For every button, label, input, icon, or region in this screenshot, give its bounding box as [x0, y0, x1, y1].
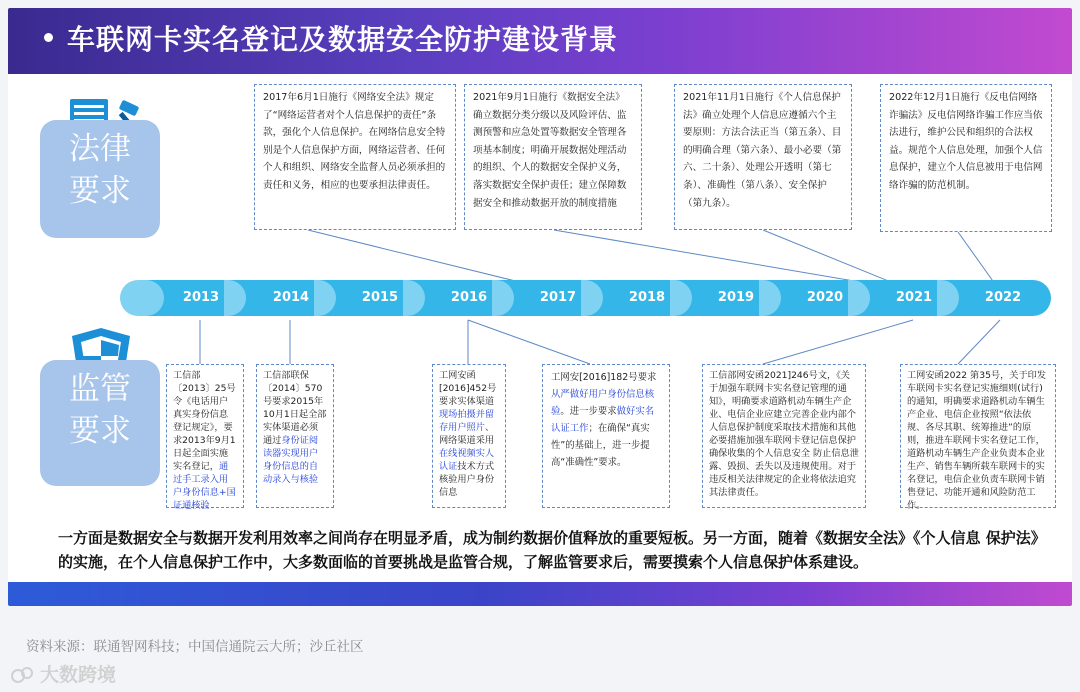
timeline-year-2022: 2022 [984, 290, 1022, 305]
law-label-line1: 法律 [69, 131, 131, 167]
timeline-year-2013: 2013 [156, 280, 246, 316]
page-title-text: 车联网卡实名登记及数据安全防护建设背景 [67, 23, 619, 56]
sup-highlight: 从严做好用户身份信息核验 [551, 389, 655, 417]
timeline [126, 274, 1056, 322]
sup-text: 工网安[2016]182号要求 [551, 372, 657, 383]
supervision-box-2013 [166, 364, 244, 511]
timeline-year-2020: 2020 [780, 280, 870, 316]
law-box-text: 2017年6月1日施行《网络安全法》规定了“网络运营者对个人信息保护的责任”条款，强化个人信息保护。在网络信息安全特别是个人信息保护方面，网络运营者、任何个人和组织、网络安全监督人员必须承担的责任和义务，相应的也要承担法律责任。 [263, 92, 446, 191]
timeline-year-2021: 2021 [869, 280, 959, 316]
sup-highlight: 在线视频实人认证 [439, 448, 495, 472]
supervision-label-line1: 监管 [69, 371, 131, 407]
sup-highlight: 做好实名认证工作 [551, 406, 655, 434]
law-box-text: 2022年12月1日施行《反电信网络诈骗法》反电信网络诈骗工作应当依法进行，维护公民和组织的合法权益。规范个人信息处理，加强个人信息保护，建立个人信息被用于电信网络诈骗的防范机制。 [889, 92, 1043, 191]
law-box-data-security [464, 84, 642, 230]
law-box-pipl [674, 84, 852, 230]
law-box-text: 2021年11月1日施行《个人信息保护法》确立处理个人信息应遵循六个主要原则：方法合法正当（第五条）、目的明确合理（第六条）、最小必要（第六、二十条）、处理公开透明（第七条）、准确性（第八条）、安全保护（第九条）。 [683, 92, 842, 209]
sup-text: 技术方式核验用户身份信息 [439, 461, 495, 498]
sup-highlight: 现场拍摄并留存用户照片 [439, 409, 495, 433]
supervision-box-2016-452 [432, 364, 506, 508]
sup-text: 。进一步要求 [560, 406, 617, 417]
supervision-requirements-label [40, 360, 160, 486]
watermark-text: 大数跨境 [40, 664, 117, 686]
supervision-box-2016-182 [542, 364, 670, 508]
bottom-gradient-bar [8, 582, 1072, 606]
sup-highlight: 通过手工录入用户身份信息+国证通核验 [173, 461, 236, 511]
law-box-text: 2021年9月1日施行《数据安全法》确立数据分类分级以及风险评估、监测预警和应急处置等数据安全管理各项基本制度；明确开展数据处理活动的组织、个人的数据安全保护义务，落实数据安全保护责任；建立保障数据安全和推动数据开放的制度措施 [473, 92, 627, 209]
watermark [10, 660, 116, 687]
sup-text: ；在确保“真实性”的基础上，进一步提高“准确性”要求。 [551, 423, 650, 468]
sup-text: 工信部联保〔2014〕570号要求2015年10月1日起全部实体渠道必须通过 [263, 370, 327, 446]
connector-2022b [958, 320, 1000, 364]
law-requirements-label [40, 120, 160, 238]
supervision-box-2021 [702, 364, 866, 508]
supervision-label-line2: 要求 [69, 413, 131, 449]
sup-highlight: 身份证阅读器实现用户身份信息的自动录入与核验 [263, 435, 319, 485]
source-caption: 资料来源：联通智网科技；中国信通院云大所；沙丘社区 [26, 639, 364, 655]
timeline-year-2016: 2016 [424, 280, 514, 316]
timeline-year-2018: 2018 [602, 280, 692, 316]
slide [8, 8, 1072, 606]
sup-text: 工网安函[2016]452号要求实体渠道 [439, 370, 497, 407]
sup-text: 工网安函2022 第35号，关于印发车联网卡实名登记实施细则(试行)的通知，明确要求道路机动车辆生产企业、电信企业按照“依法依规、各尽其职、统筹推进”的原则，推进车联网卡实名登记工作，道路机动车辆生产企业负责本企业生产、销售车辆所载车联网卡的实名登记，电信企业负责车联网卡销售登记、功能开通和风险防范工作。 [907, 370, 1047, 511]
timeline-year-2014: 2014 [246, 280, 336, 316]
connector-2021c [763, 320, 913, 364]
connector-2016b [468, 320, 590, 364]
timeline-year-2015: 2015 [335, 280, 425, 316]
timeline-year-2019: 2019 [691, 280, 781, 316]
law-box-anti-fraud [880, 84, 1052, 232]
supervision-box-2014 [256, 364, 334, 508]
summary-text: 一方面是数据安全与数据开发利用效率之间尚存在明显矛盾，成为制约数据价值释放的重要短板。另一方面，随着《数据安全法》《个人信息 保护法》的实施，在个人信息保护工作中，大多数面临的首要挑战是监管合规，了解监管要求后，需要摸索个人信息保护体系建设。 [58, 529, 1046, 571]
law-box-cybersecurity [254, 84, 456, 230]
sup-text: 工信部网安函2021]246号文，《关于加强车联网卡实名登记管理的通知》，明确要求道路机动车辆生产企业、电信企业应建立完善企业内部个人信息保护制度采取技术措施和其他必要措施加强车联网卡登记信息保护确保收集的个人信息安全 防止信息泄露、毁损、丢失以及违规使用。对于违反相关法律规定的企业将依法追究其法律责任。 [709, 370, 859, 498]
sup-text: 、网络渠道采用 [439, 422, 495, 446]
watermark-logo-icon [10, 665, 34, 687]
supervision-box-2022 [900, 364, 1056, 511]
sup-text: 工信部〔2013〕25号令《电话用户真实身份信息登记规定》，要求2013年9月1日起全面实施实名登记， [173, 370, 236, 472]
law-label-line2: 要求 [69, 173, 131, 209]
timeline-year-2017: 2017 [513, 280, 603, 316]
